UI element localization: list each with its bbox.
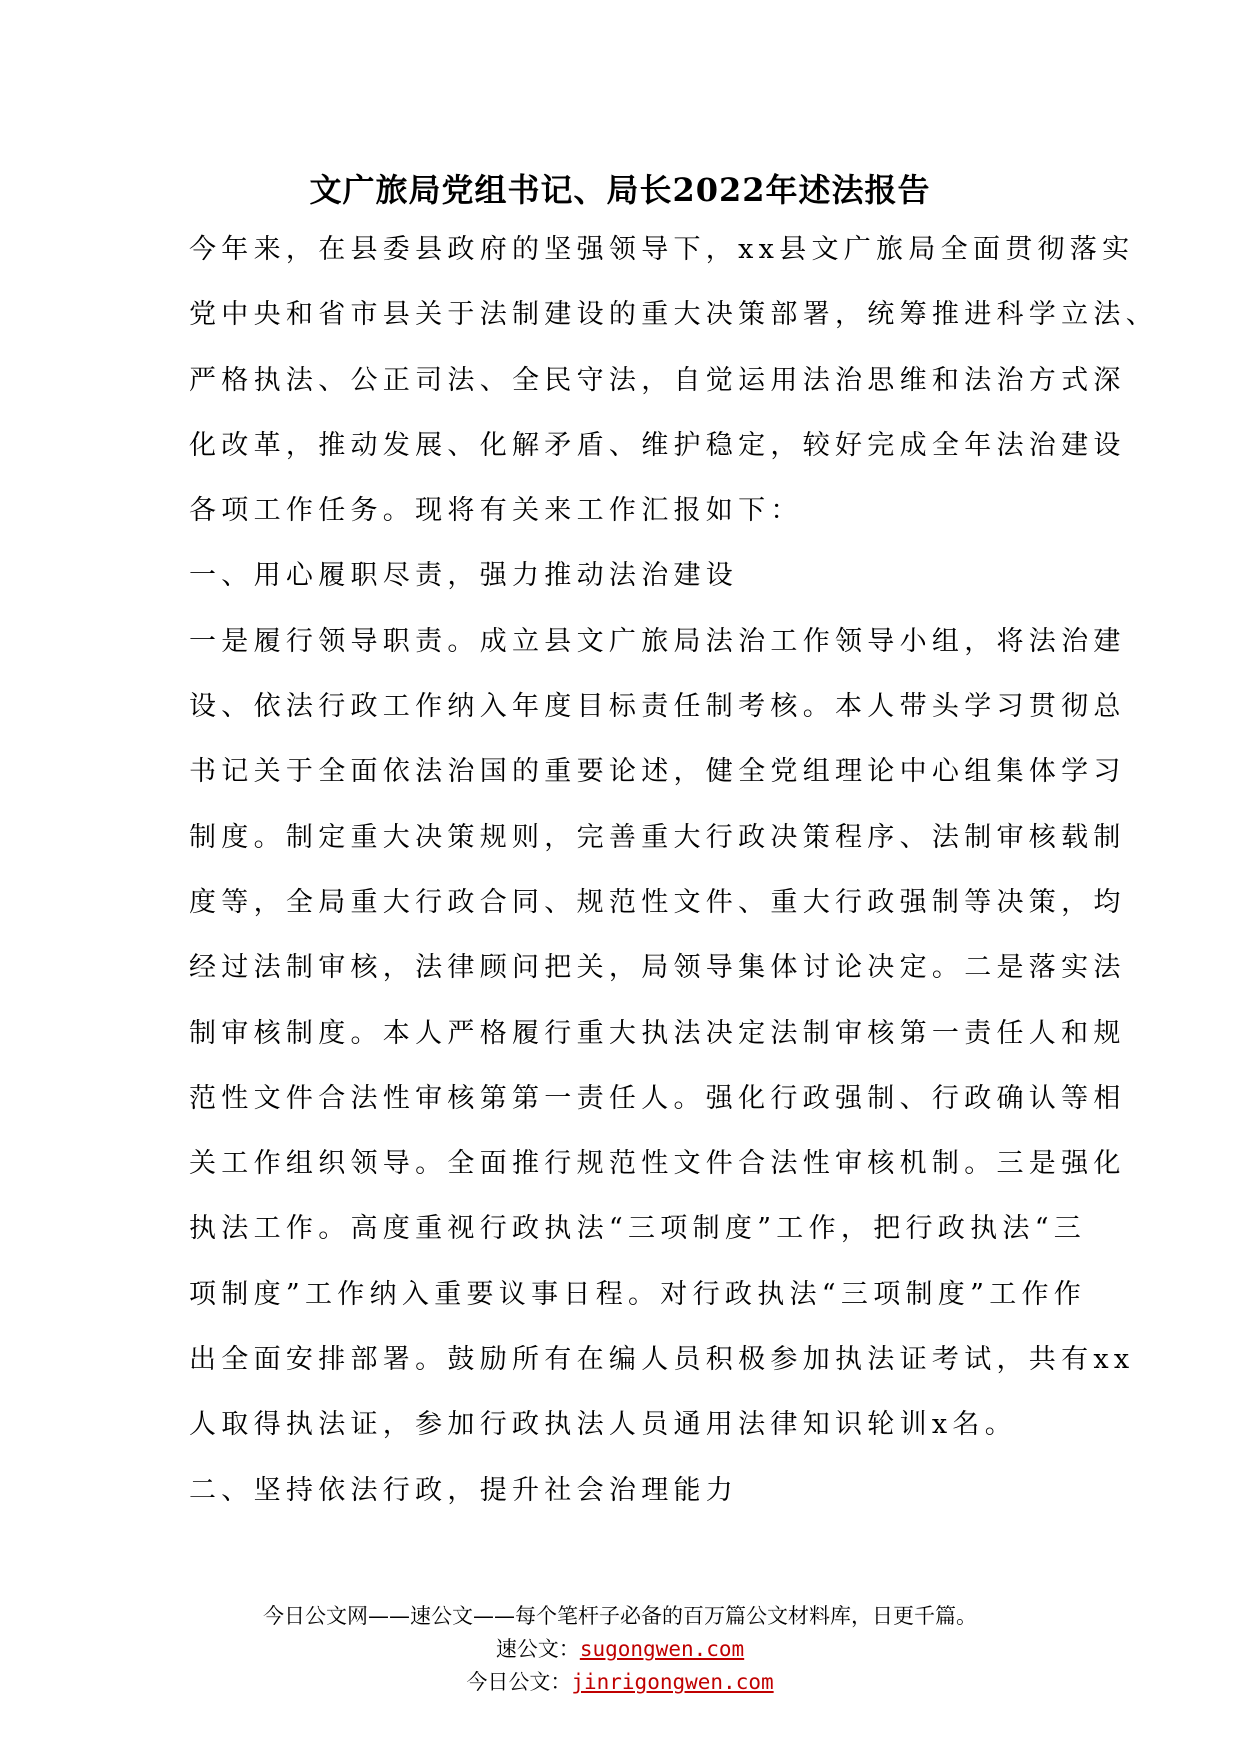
- text-line: 一是履行领导职责。成立县文广旅局法治工作领导小组，将法治建: [189, 625, 1126, 657]
- text-line: 今年来，在县委县政府的坚强领导下，xx县文广旅局全面贯彻落实: [189, 234, 1135, 265]
- document-title: 文广旅局党组书记、局长2022年述法报告: [309, 171, 931, 209]
- text-line: 度等，全局重大行政合同、规范性文件、重大行政强制等决策，均: [189, 886, 1126, 918]
- text-line: 制审核制度。本人严格履行重大执法决定法制审核第一责任人和规: [189, 1017, 1126, 1049]
- section-heading-2: 二、坚持依法行政，提升社会治理能力: [189, 1474, 739, 1506]
- text-line: 人取得执法证，参加行政执法人员通用法律知识轮训x名。: [189, 1409, 1018, 1441]
- text-line: 制度。制定重大决策规则，完善重大行政决策程序、法制审核载制: [189, 821, 1126, 853]
- section-heading-1: 一、用心履职尽责，强力推动法治建设: [189, 560, 739, 592]
- text-line: 党中央和省市县关于法制建设的重大决策部署，统筹推进科学立法、: [189, 299, 1158, 331]
- footer-site2-label: 今日公文：: [466, 1670, 572, 1694]
- text-line: 关工作组织领导。全面推行规范性文件合法性审核机制。三是强化: [189, 1148, 1126, 1180]
- footer-site1-link[interactable]: sugongwen.com: [579, 1637, 745, 1661]
- footer-site2-link[interactable]: jinrigongwen.com: [571, 1670, 774, 1694]
- text-line: 出全面安排部署。鼓励所有在编人员积极参加执法证考试，共有xx: [189, 1344, 1135, 1376]
- text-line: 严格执法、公正司法、全民守法，自觉运用法治思维和法治方式深: [189, 364, 1126, 396]
- text-line: 经过法制审核，法律顾问把关，局领导集体讨论决定。二是落实法: [189, 952, 1126, 984]
- text-line: 执法工作。高度重视行政执法“三项制度”工作，把行政执法“三: [189, 1213, 1087, 1245]
- document-body: [189, 226, 1158, 1532]
- text-line: 化改革，推动发展、化解矛盾、维护稳定，较好完成全年法治建设: [189, 429, 1126, 461]
- text-line: 项制度”工作纳入重要议事日程。对行政执法“三项制度”工作作: [189, 1278, 1087, 1310]
- footer: [0, 1600, 1240, 1699]
- footer-tagline: 今日公文网——速公文——每个笔杆子必备的百万篇公文材料库，日更千篇。: [263, 1604, 977, 1628]
- footer-site1: [0, 1633, 1240, 1666]
- footer-site2: [0, 1666, 1240, 1699]
- footer-site1-label: 速公文：: [495, 1637, 580, 1661]
- text-line: 设、依法行政工作纳入年度目标责任制考核。本人带头学习贯彻总: [189, 691, 1126, 723]
- text-line: 书记关于全面依法治国的重要论述，健全党组理论中心组集体学习: [189, 756, 1126, 788]
- text-line: 各项工作任务。现将有关来工作汇报如下：: [189, 495, 803, 527]
- text-line: 范性文件合法性审核第第一责任人。强化行政强制、行政确认等相: [189, 1082, 1126, 1114]
